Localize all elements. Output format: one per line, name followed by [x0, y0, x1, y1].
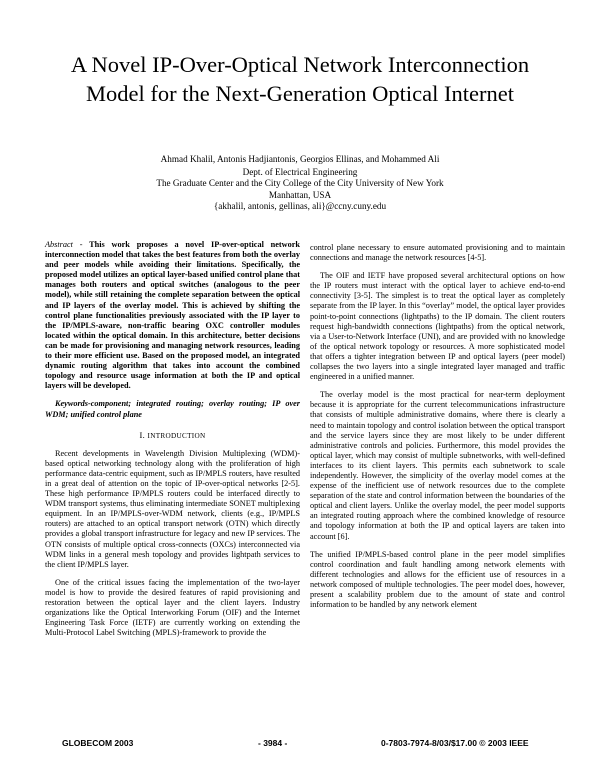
intro-paragraph-2: One of the critical issues facing the implementation of the two-layer model is how to provide the desired features of rapid provisioning and restoration between the optical layer and the client layers. Industry organizations like the Optical Interworking Forum (OIF) and the Internet Engineering Task Force (IETF) are currently working on extending the Multi-Protocol Label Switching (MPLS)-framework to provide the — [45, 577, 300, 638]
author-names: Ahmad Khalil, Antonis Hadjiantonis, Georgios Ellinas, and Mohammed Ali — [160, 154, 440, 164]
abstract — [45, 240, 300, 391]
paper-title — [0, 50, 600, 108]
abstract-text: This work proposes a novel IP-over-optical network interconnection model that takes the best features from both the overlay and peer models while avoiding their limitations. Specifically, the proposed model utilizes an optical layer-based unified control plane that manages both routers and optical switches (analogous to the peer model), while still retaining the complete separation between the optical and IP layers of the overlay model. This is achieved by shifting the control plane functionalities previously associated with the IP layer to the IP/MPLS-aware, non-traffic bearing OXC controller modules located within the optical domain. In this architecture, better decisions can be made for provisioning and managing network resources, leading to their more efficient use. Based on the proposed model, an integrated dynamic routing algorithm that takes into account the combined topology and resource usage information at both the IP and optical layers will be developed. — [45, 240, 300, 391]
section-heading-introduction — [45, 430, 300, 441]
section-title: INTRODUCTION — [147, 431, 206, 440]
right-column — [310, 243, 565, 618]
footer-copyright: 0-7803-7974-8/03/$17.00 © 2003 IEEE — [381, 738, 529, 748]
right-paragraph-4: The unified IP/MPLS-based control plane in the peer model simplifies control coordination and fault handling among network elements with different technologies and allows for the efficient use of resources in a network composed of multiple technologies. The peer model does, however, present a scalability problem due to the amount of state and control information to be handled by any network element — [310, 549, 565, 610]
section-number: I. — [139, 429, 146, 440]
title-line-1: A Novel IP-Over-Optical Network Interconnection — [70, 52, 530, 77]
author-block — [0, 154, 600, 213]
right-paragraph-3: The overlay model is the most practical for near-term deployment because it is appropriate for the current telecommunications infrastructure that consists of multiple administrative domains, where there is clearly a need to maintain topology and control isolation between the optical transport and the service layers since they are most likely to be under different administrative controls and policies. Furthermore, this model provides the optical layer, which may consist of multiple subnetworks, with well-defined interfaces to its client layers. This permits each subnetwork to scale independently. However, the simplicity of the overlay model comes at the expense of the inefficient use of network resources due to the complete separation of the state and control information between the boundaries of the optical and client layers. Unlike the overlay model, the peer model supports an integrated routing approach where the combined knowledge of resource and topology information at both the IP and optical layers are taken into account [6]. — [310, 390, 565, 541]
right-paragraph-2: The OIF and IETF have proposed several architectural options on how the IP routers must interact with the optical layer to achieve end-to-end connectivity [3-5]. The simplest is to treat the optical layer as completely separate from the IP layer. In this “overlay” model, the optical layer provides point-to-point connections (lightpaths) to the IP domain. The client routers request high-bandwidth connections (lightpaths) from the optical network, via a User-to-Network Interface (UNI), and are provided with no knowledge of the optical network topology or resources. A more sophisticated model that offers a tighter integration between IP and optical layers (peer model) collapses the two layers into a single integrated layer managed and traffic engineered in a unified manner. — [310, 271, 565, 382]
right-paragraph-1: control plane necessary to ensure automated provisioning and to maintain connections and manage the network resources [4-5]. — [310, 243, 565, 263]
intro-paragraph-1: Recent developments in Wavelength Division Multiplexing (WDM)-based optical networking technology along with the proliferation of high performance data-centric equipment, such as IP/MPLS routers, have resulted in a great deal of attention on the topic of IP-over-optical networks [2-5]. These high performance IP/MPLS routers could be interfaced directly to WDM transport systems, thus eliminating intermediate SONET multiplexing equipment. In an IP/MPLS-over-WDM network, clients (e.g., IP/MPLS routers) are attached to an optical transport network (OTN) which directly provides a global transport infrastructure for legacy and new IP services. The OTN consists of multiple optical cross-connects (OXCs) interconnected via WDM links in a general mesh topology and provides lightpath services to the client IP/MPLS layer. — [45, 448, 300, 569]
keywords: Keywords-component; integrated routing; overlay routing; IP over WDM; unified control plane — [45, 399, 300, 419]
title-line-2: Model for the Next-Generation Optical Internet — [86, 81, 514, 106]
abstract-label: Abstract - — [45, 240, 83, 249]
affiliation-location: Manhattan, USA — [268, 189, 332, 200]
affiliation-institution: The Graduate Center and the City College of the City University of New York — [156, 178, 444, 188]
footer-conference: GLOBECOM 2003 — [62, 738, 134, 748]
author-emails: {akhalil, antonis, gellinas, ali}@ccny.cuny.edu — [213, 201, 387, 211]
footer-page-number: - 3984 - — [258, 738, 288, 748]
left-column — [45, 240, 300, 646]
affiliation-dept: Dept. of Electrical Engineering — [242, 166, 358, 177]
